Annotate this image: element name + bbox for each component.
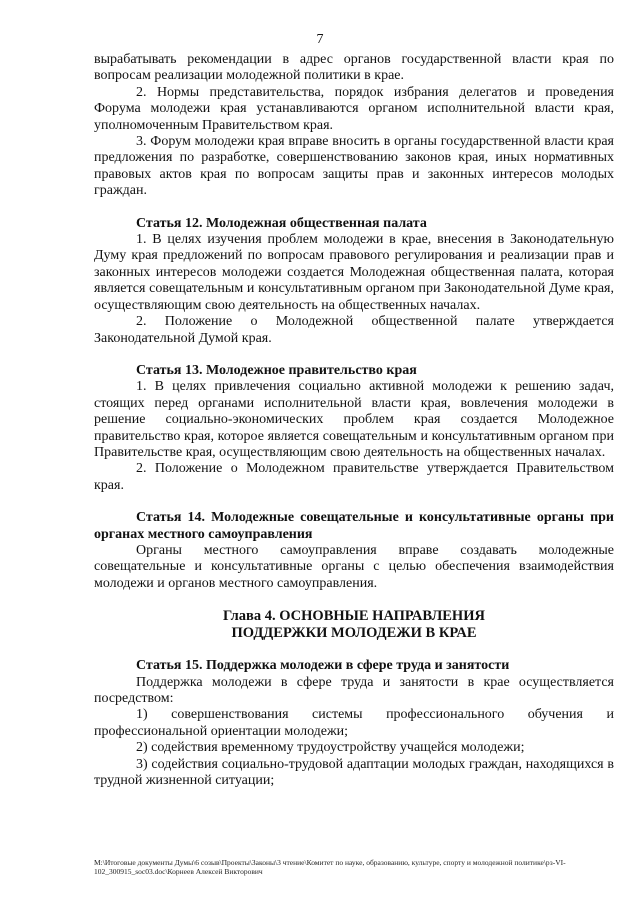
paragraph: 1. В целях привлечения социально активной молодежи к решению задач, стоящих перед органами исполнительной власти края, вовлечения молодежи в решение социально-экономических проблем края создается Молодежное правительство края, которое является совещательным и консультативным органом при Правительстве края, осуществляющим свою деятельность на общественных началах. [94, 379, 614, 460]
paragraph: 2. Положение о Молодежном правительстве утверждается Правительством края. [94, 461, 614, 493]
file-path-footer: M:\Итоговые документы Думы\6 созыв\Проекты\Законы\3 чтение\Комитет по науке, образованию, культуре, спорту и молодежной политике\рз-VI-102_300915_soc03.doc\Корнеев Алексей Викторович [94, 858, 566, 876]
paragraph: вырабатывать рекомендации в адрес органов государственной власти края по вопросам реализации молодежной политики в крае. [94, 52, 614, 84]
paragraph: Органы местного самоуправления вправе создавать молодежные совещательные и консультативные органы с целью обеспечения взаимодействия молодежи и органов местного самоуправления. [94, 542, 614, 591]
paragraph: 1. В целях изучения проблем молодежи в крае, внесения в Законодательную Думу края предложений по вопросам правового регулирования и реализации прав и законных интересов молодежи создается Молодежная общественная палата, которая является совещательным и консультативным органом при Законодательной Думе края, осуществляющим свою деятельность на общественных началах. [94, 232, 614, 313]
paragraph: 3. Форум молодежи края вправе вносить в органы государственной власти края предложения по разработке, совершенствованию законов края, иных нормативных правовых актов края по вопросам защиты прав и законных интересов молодых граждан. [94, 134, 614, 199]
article-14-heading: Статья 14. Молодежные совещательные и консультативные органы при органах местного самоуправления [94, 510, 614, 542]
article-13-heading: Статья 13. Молодежное правительство края [136, 362, 417, 378]
article-15-heading: Статья 15. Поддержка молодежи в сфере труда и занятости [136, 658, 510, 674]
paragraph: Поддержка молодежи в сфере труда и занятости в крае осуществляется посредством: [94, 674, 614, 706]
page-number: 7 [316, 32, 324, 47]
paragraph: 2. Положение о Молодежной общественной палате утверждается Законодательной Думой края. [94, 314, 614, 346]
chapter-title-line-1: Глава 4. ОСНОВНЫЕ НАПРАВЛЕНИЯ [223, 608, 485, 625]
chapter-title-line-2: ПОДДЕРЖКИ МОЛОДЕЖИ В КРАЕ [231, 625, 477, 642]
list-item: 3) содействия социально-трудовой адаптации молодых граждан, находящихся в трудной жизненной ситуации; [94, 756, 614, 789]
article-12-heading: Статья 12. Молодежная общественная палата [136, 215, 427, 231]
paragraph: 2. Нормы представительства, порядок избрания делегатов и проведения Форума молодежи края устанавливаются органом исполнительной власти края, уполномоченным Правительством края. [94, 84, 614, 133]
list-item: 2) содействия временному трудоустройству учащейся молодежи; [136, 740, 525, 756]
document-body [94, 52, 614, 789]
list-item: 1) совершенствования системы профессионального обучения и профессиональной ориентации молодежи; [94, 707, 614, 739]
